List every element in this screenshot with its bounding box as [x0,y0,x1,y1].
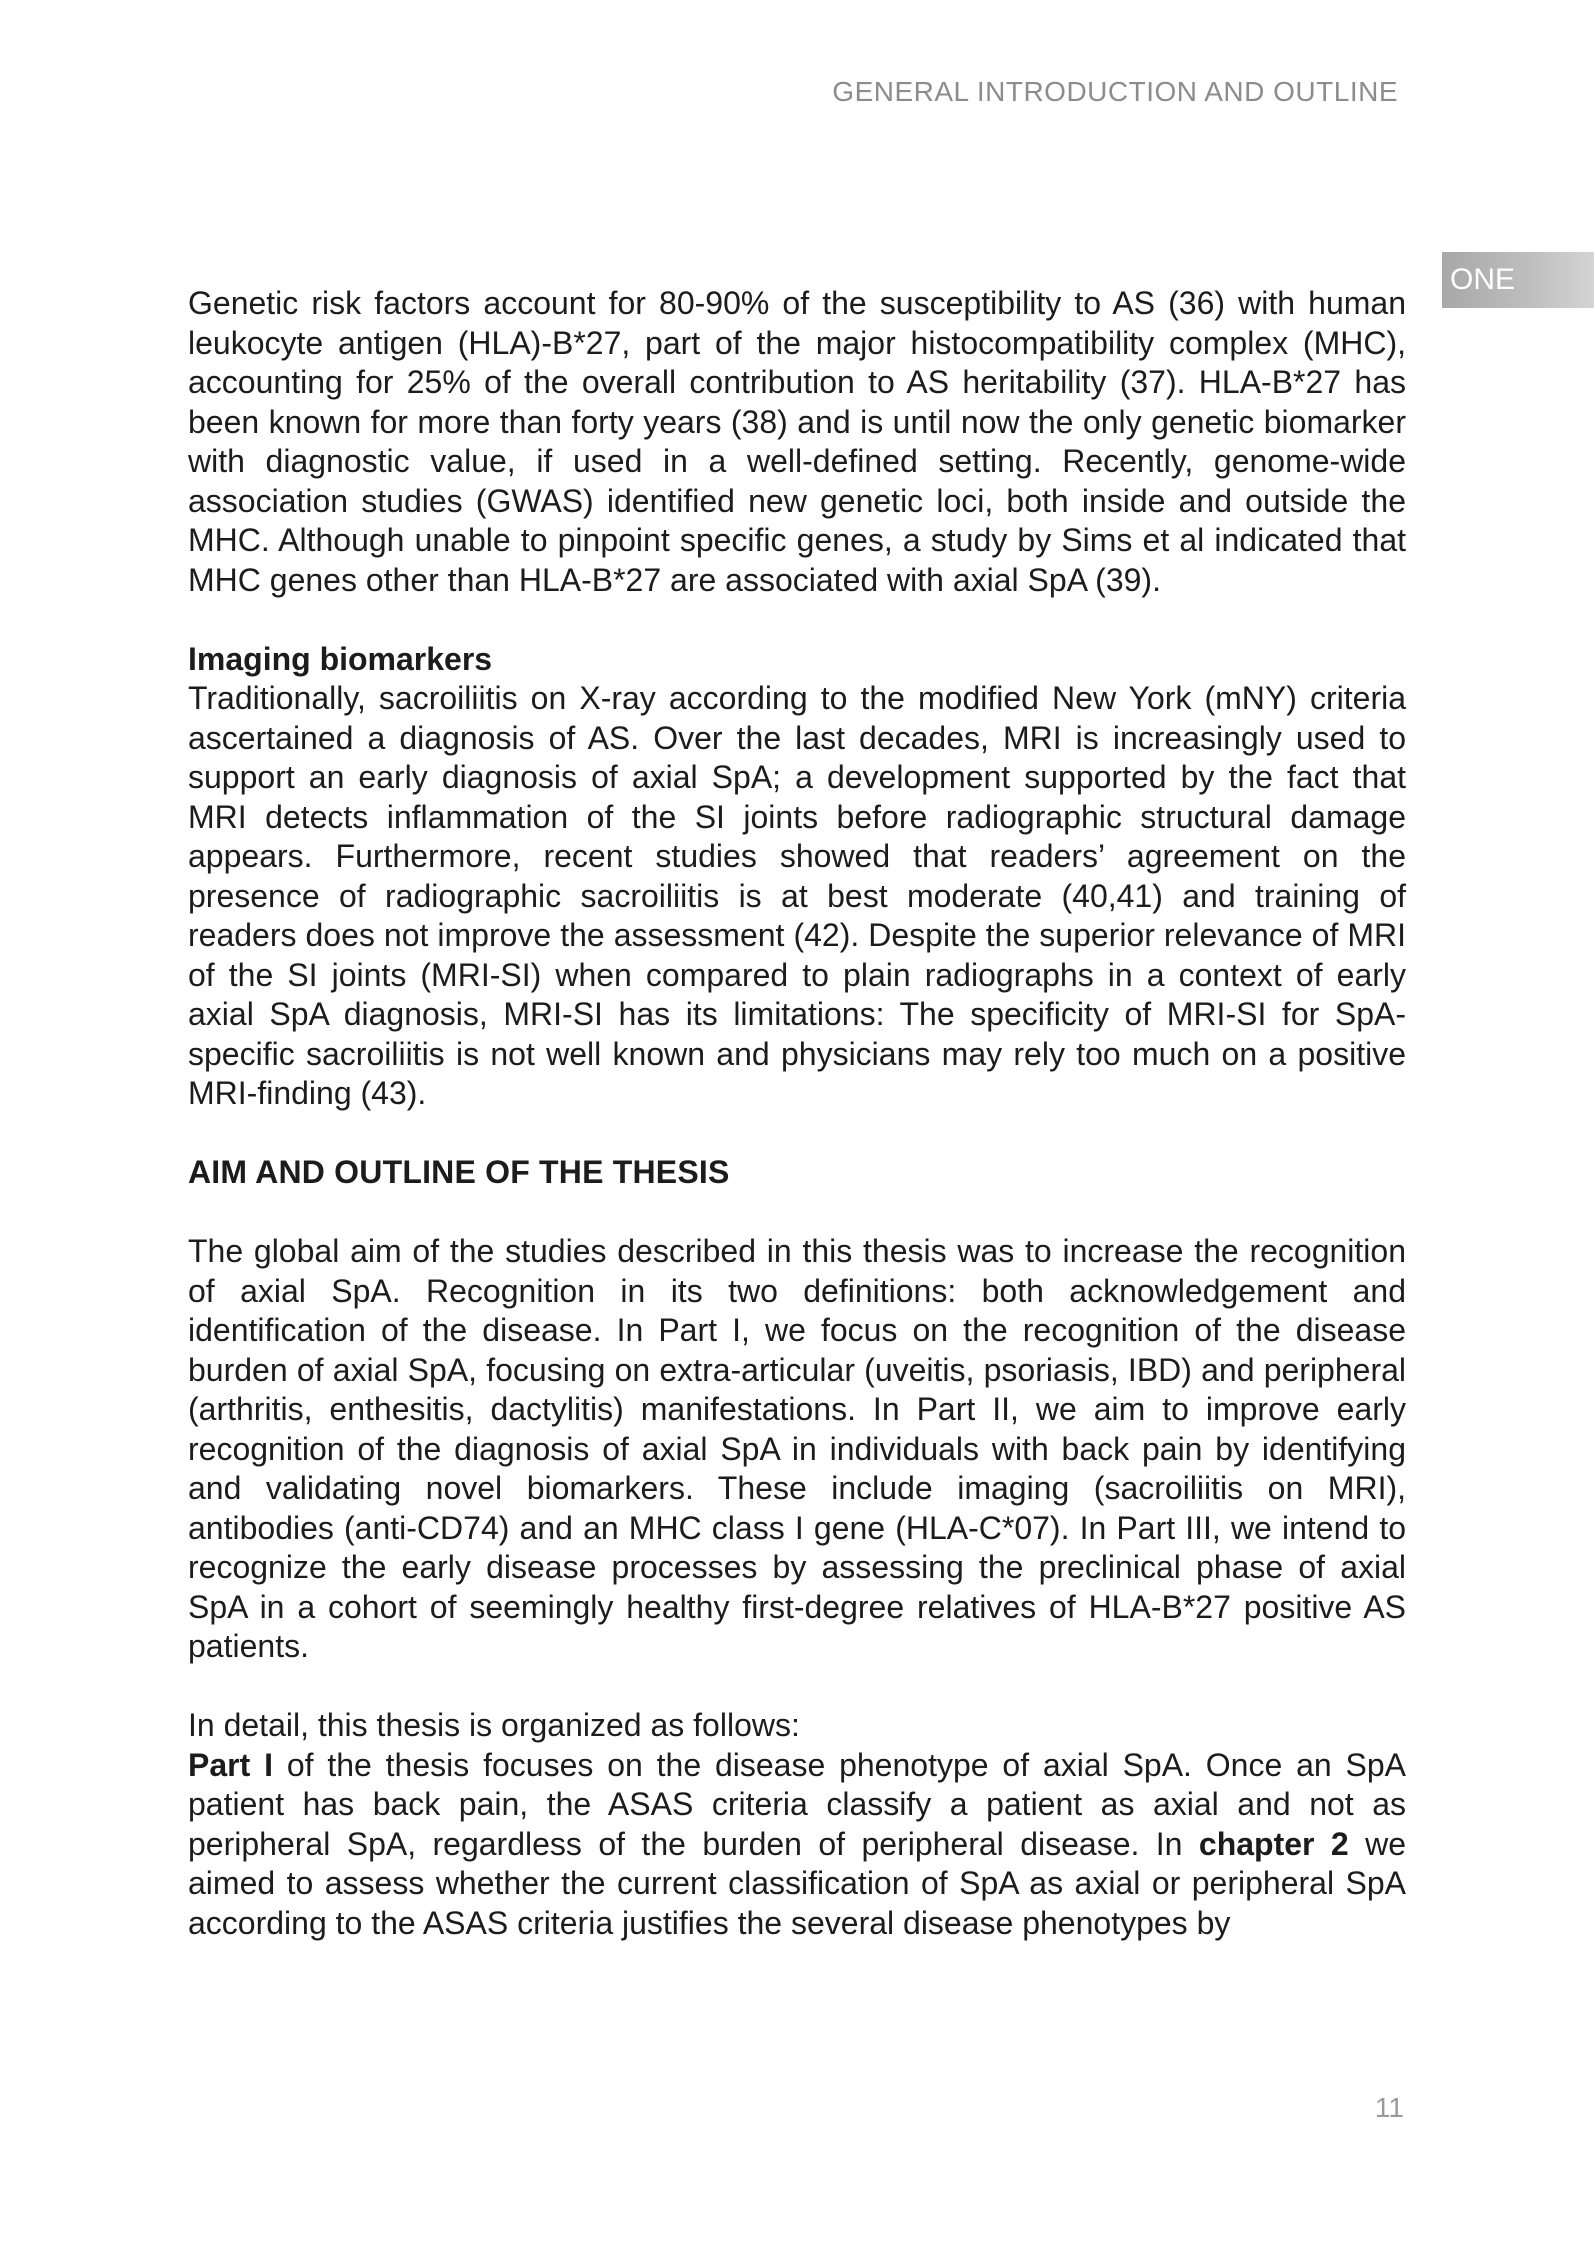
paragraph-genetic-risk: Genetic risk factors account for 80-90% of the susceptibility to AS (36) with human leukocyte antigen (HLA)-B*27, part of the major histocompatibility complex (MHC), accounting for 25% of the overall contribution to AS heritability (37). HLA-B*27 has been known for more than forty years (38) and is until now the only genetic biomarker with diagnostic value, if used in a well-defined setting. Recently, genome-wide association studies (GWAS) identified new genetic loci, both inside and outside the MHC. Although unable to pinpoint specific genes, a study by Sims et al indicated that MHC genes other than HLA-B*27 are associated with axial SpA (39). [188,285,1406,598]
subheading-imaging-biomarkers: Imaging biomarkers [188,640,493,677]
part-one-label: Part I [188,1746,273,1783]
section-heading-aim: AIM AND OUTLINE OF THE THESIS [188,1154,730,1190]
part-one-text-a: of the thesis focuses on the disease phenotype of axial SpA. Once an SpA patient has back pain, the ASAS criteria classify a patient as axial and not as peripheral SpA, regardless of the burden of peripheral disease. In [188,1746,1407,1862]
paragraph-imaging: Traditionally, sacroiliitis on X-ray according to the modified New York (mNY) criteria ascertained a diagnosis of AS. Over the last decades, MRI is increasingly used to support an early diagnosis of axial SpA; a development supported by the fact that MRI detects inflammation of the SI joints before radiographic structural damage appears. Furthermore, recent studies showed that readers’ agreement on the presence of radiographic sacroiliitis is at best moderate (40,41) and training of readers does not improve the assessment (42). Despite the superior relevance of MRI of the SI joints (MRI-SI) when compared to plain radiographs in a context of early axial SpA diagnosis, MRI-SI has its limitations: The specificity of MRI-SI for SpA-specific sacroiliitis is not well known and physicians may rely too much on a positive MRI-finding (43). [188,680,1406,1111]
paragraph-aim: The global aim of the studies described in this thesis was to increase the recognition of axial SpA. Recognition in its two definitions: both acknowledgement and identification of the disease. In Part I, we focus on the recognition of the disease burden of axial SpA, focusing on extra-articular (uveitis, psoriasis, IBD) and peripheral (arthritis, enthesitis, dactylitis) manifestations. In Part II, we aim to improve early recognition of the diagnosis of axial SpA in individuals with back pain by identifying and validating novel biomarkers. These include imaging (sacroiliitis on MRI), antibodies (anti-CD74) and an MHC class I gene (HLA-C*07). In Part III, we intend to recognize the early disease processes by assessing the preclinical phase of axial SpA in a cohort of seemingly healthy first-degree relatives of HLA-B*27 positive AS patients. [188,1233,1406,1664]
page-content [188,284,1406,1943]
page-number: 11 [1374,2092,1404,2123]
running-header: GENERAL INTRODUCTION AND OUTLINE [832,76,1398,107]
paragraph-detail-intro: In detail, this thesis is organized as follows: [188,1707,800,1743]
chapter-two-label: chapter 2 [1198,1825,1349,1862]
part-one-text-b: we aimed to assess whether the current classification of SpA as axial or peripheral SpA according to the ASAS criteria justifies the several disease phenotypes by [188,1825,1407,1941]
chapter-tab: ONE [1442,252,1594,308]
paragraph-part-one [188,1746,1406,1944]
